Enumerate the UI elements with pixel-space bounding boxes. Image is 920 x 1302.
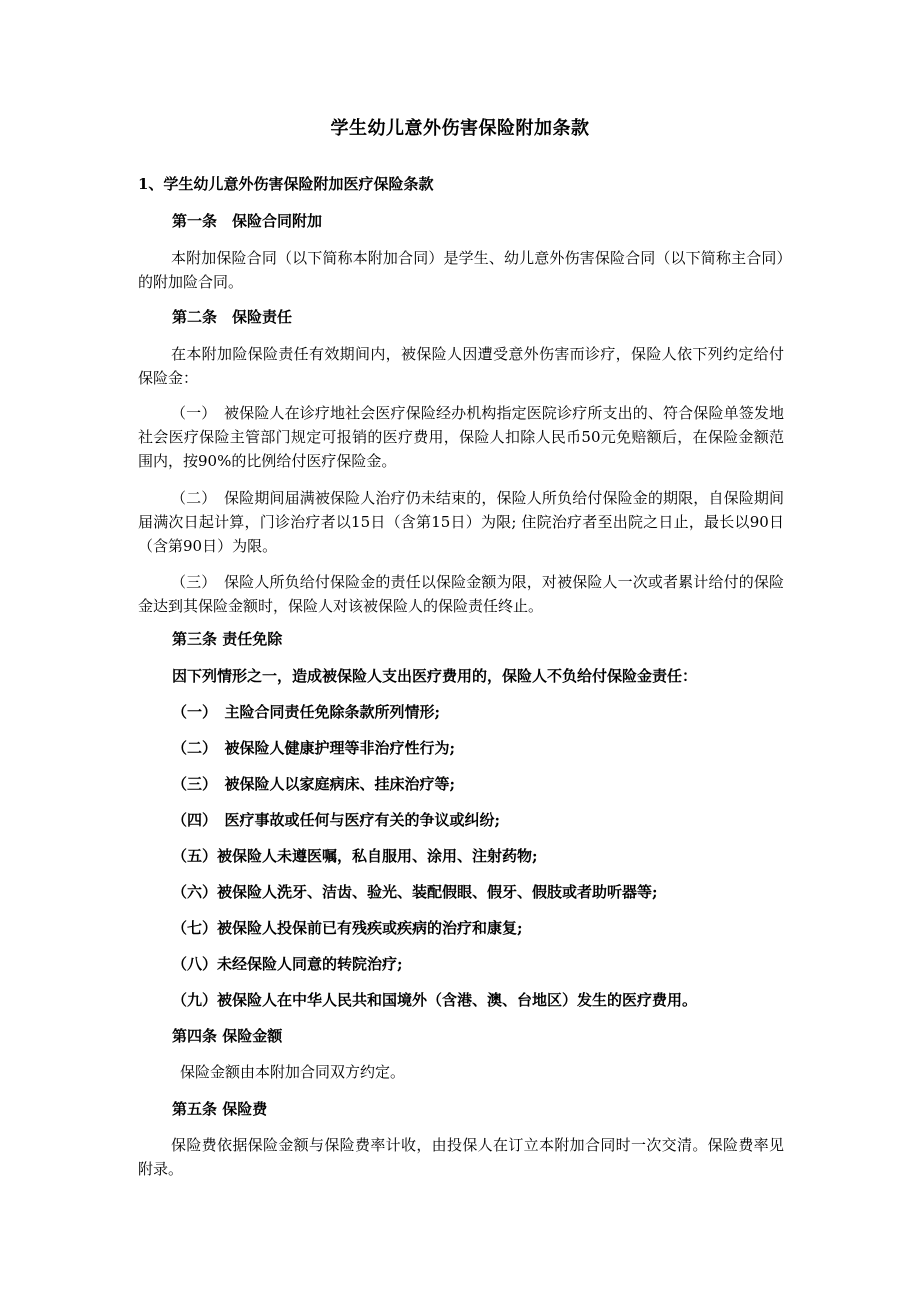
- exclusion-item-2: （二） 被保险人健康护理等非治疗性行为;: [172, 739, 456, 757]
- article-5-heading: 第五条 保险费: [172, 1100, 268, 1118]
- article-1-body: 本附加保险合同（以下简称本附加合同）是学生、幼儿意外伤害保险合同（以下简称主合同）的附加险合同。: [138, 249, 784, 291]
- article-2-heading: 第二条 保险责任: [172, 308, 293, 326]
- exclusion-item-4: （四） 医疗事故或任何与医疗有关的争议或纠纷;: [172, 811, 501, 829]
- article-5-body: 保险费依据保险金额与保险费率计收，由投保人在订立本附加合同时一次交清。保险费率见附录。: [138, 1136, 784, 1178]
- exclusion-item-3: （三） 被保险人以家庭病床、挂床治疗等;: [172, 775, 456, 793]
- article-4-heading: 第四条 保险金额: [172, 1027, 283, 1045]
- article-2-intro: 在本附加险保险责任有效期间内，被保险人因遭受意外伤害而诊疗，保险人依下列约定给付保险金：: [138, 345, 784, 387]
- document-title: 学生幼儿意外伤害保险附加条款: [330, 118, 590, 139]
- exclusion-item-7: （七）被保险人投保前已有残疾或疾病的治疗和康复;: [172, 919, 523, 937]
- exclusion-item-9: （九）被保险人在中华人民共和国境外（含港、澳、台地区）发生的医疗费用。: [172, 991, 698, 1009]
- article-2-item-2: （二） 保险期间届满被保险人治疗仍未结束的，保险人所负给付保险金的期限，自保险期间届满次日起计算，门诊治疗者以15日（含第15日）为限; 住院治疗者至出院之日止，最长以90日（含第90日）为限。: [138, 489, 784, 555]
- article-3-heading: 第三条 责任免除: [172, 630, 283, 648]
- exclusion-item-1: （一） 主险合同责任免除条款所列情形;: [172, 703, 441, 721]
- article-2-item-1: （一） 被保险人在诊疗地社会医疗保险经办机构指定医院诊疗所支出的、符合保险单签发地社会医疗保险主管部门规定可报销的医疗费用，保险人扣除人民币50元免赔额后，在保险金额范围内，按90%的比例给付医疗保险金。: [138, 404, 784, 470]
- article-4-body: 保险金额由本附加合同双方约定。: [180, 1063, 406, 1081]
- exclusion-item-8: （八）未经保险人同意的转院治疗;: [172, 955, 403, 973]
- article-3-intro: 因下列情形之一，造成被保险人支出医疗费用的，保险人不负给付保险金责任：: [172, 667, 698, 685]
- exclusion-item-5: （五）被保险人未遵医嘱，私自服用、涂用、注射药物;: [172, 847, 538, 865]
- article-1-heading: 第一条 保险合同附加: [172, 212, 323, 230]
- article-2-item-3: （三） 保险人所负给付保险金的责任以保险金额为限，对被保险人一次或者累计给付的保险金达到其保险金额时，保险人对该被保险人的保险责任终止。: [138, 573, 784, 615]
- exclusion-item-6: （六）被保险人洗牙、洁齿、验光、装配假眼、假牙、假肢或者助听器等;: [172, 883, 658, 901]
- section-heading: 1、学生幼儿意外伤害保险附加医疗保险条款: [138, 175, 434, 193]
